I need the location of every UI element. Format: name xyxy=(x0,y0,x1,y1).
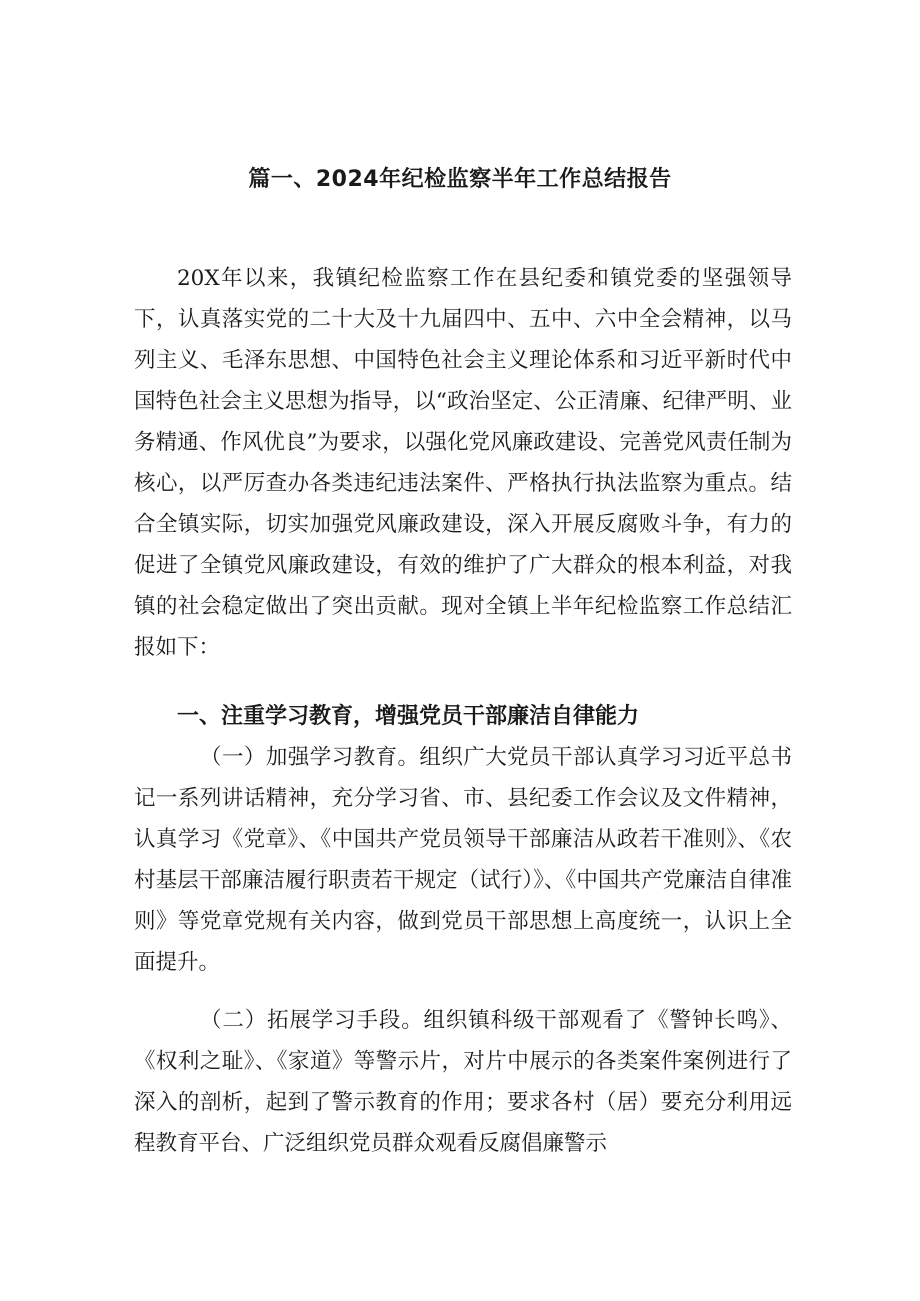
intro-paragraph: 20X年以来，我镇纪检监察工作在县纪委和镇党委的坚强领导下，认真落实党的二十大及十九届四中、五中、六中全会精神，以马列主义、毛泽东思想、中国特色社会主义理论体系和习近平新时代中国特色社会主义思想为指导，以“政治坚定、公正清廉、纪律严明、业务精通、作风优良”为要求，以强化党风廉政建设、完善党风责任制为核心，以严厉查办各类违纪违法案件、严格执行执法监察为重点。结合全镇实际，切实加强党风廉政建设，深入开展反腐败斗争，有力的促进了全镇党风廉政建设，有效的维护了广大群众的根本利益，对我镇的社会稳定做出了突出贡献。现对全镇上半年纪检监察工作总结汇报如下： xyxy=(134,266,792,660)
section-heading: 一、注重学习教育，增强党员干部廉洁自律能力 xyxy=(177,704,640,729)
document-title: 篇一、2024年纪检监察半年工作总结报告 xyxy=(248,167,672,192)
section-item-1: （一）加强学习教育。组织广大党员干部认真学习习近平总书记一系列讲话精神，充分学习省、市、县纪委工作会议及文件精神，认真学习《党章》、《中国共产党员领导干部廉洁从政若干准则》、《农村基层干部廉洁履行职责若干规定（试行）》、《中国共产党廉洁自律准则》等党章党规有关内容，做到党员干部思想上高度统一，认识上全面提升。 xyxy=(134,745,792,975)
section-item-2: （二）拓展学习手段。组织镇科级干部观看了《警钟长鸣》、《权利之耻》、《家道》等警示片，对片中展示的各类案件案例进行了深入的剖析，起到了警示教育的作用；要求各村（居）要充分利用远程教育平台、广泛组织党员群众观看反腐倡廉警示 xyxy=(134,1008,792,1156)
